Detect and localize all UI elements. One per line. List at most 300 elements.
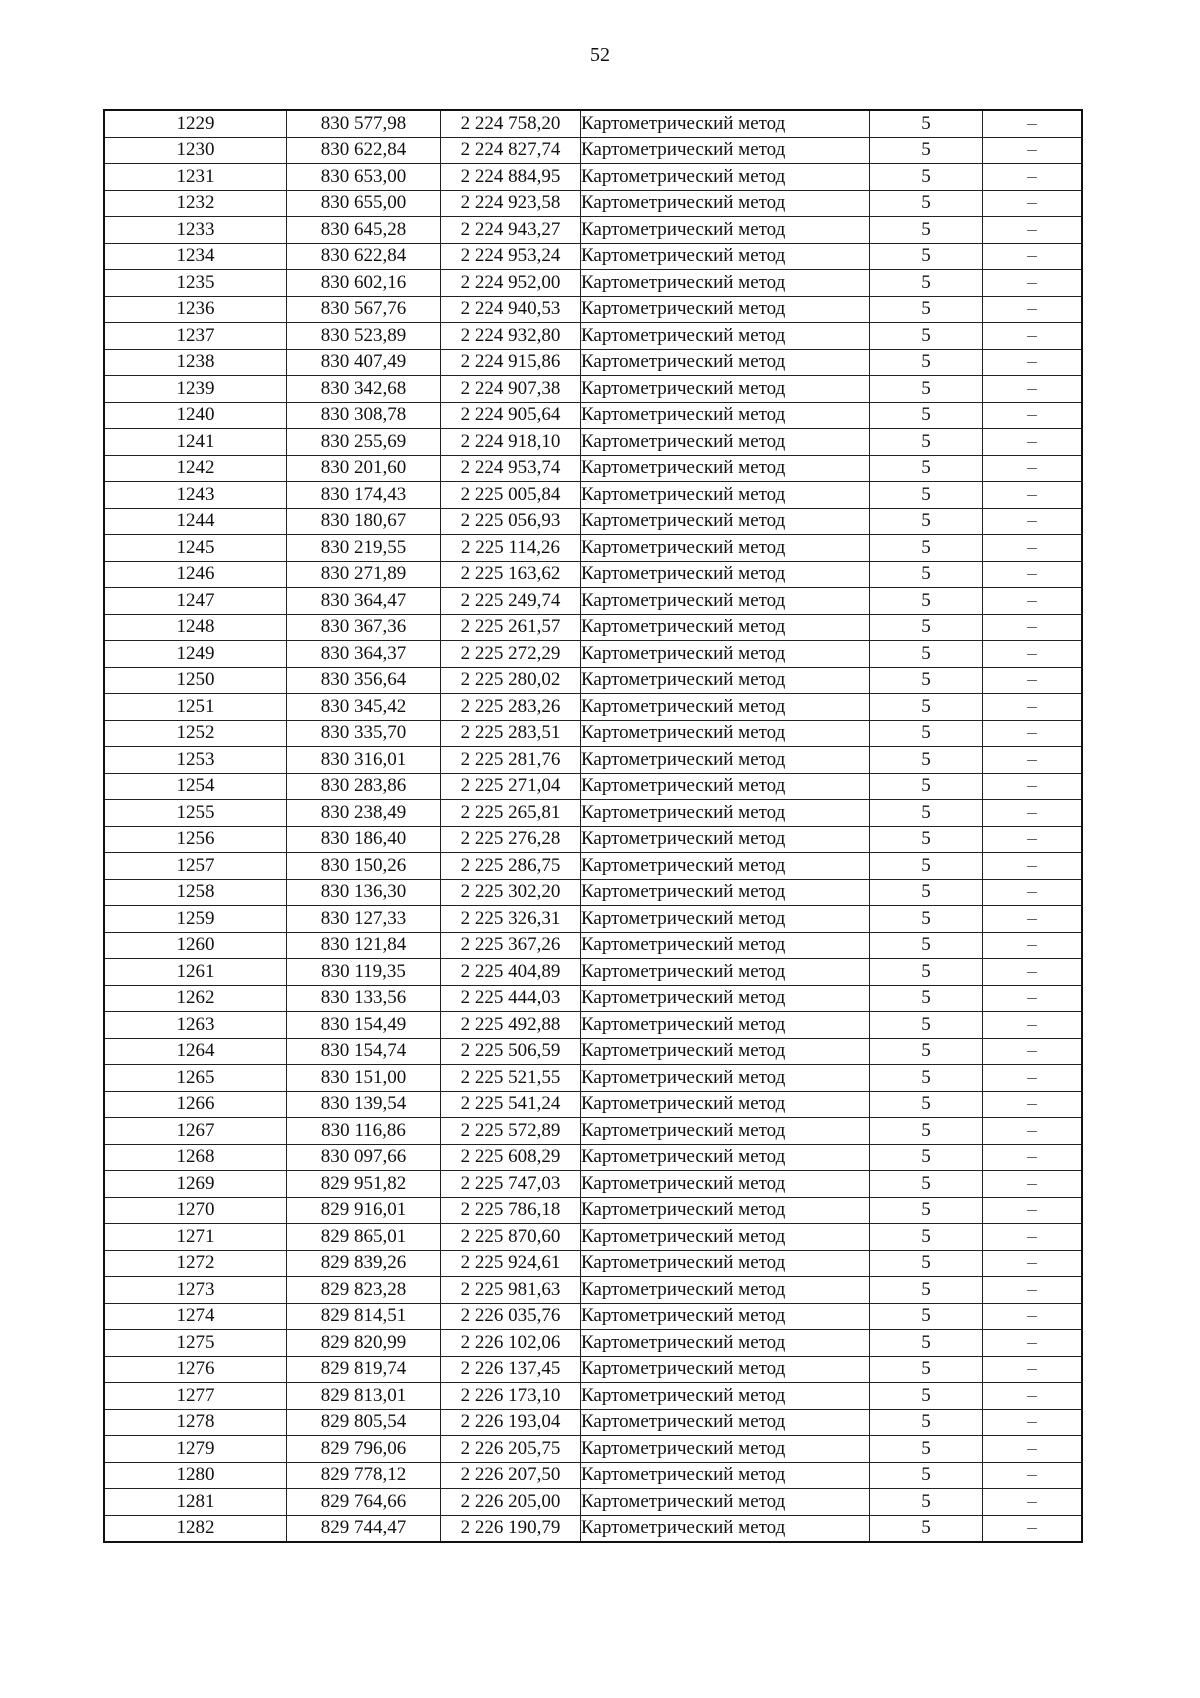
x-coordinate-cell: 829 814,51 [287,1303,441,1330]
description-cell: – [983,667,1083,694]
method-cell: Картометрический метод [581,1250,870,1277]
method-cell: Картометрический метод [581,959,870,986]
accuracy-cell: 5 [870,1224,983,1251]
y-coordinate-cell: 2 225 286,75 [441,853,581,880]
x-coordinate-cell: 830 645,28 [287,217,441,244]
accuracy-cell: 5 [870,1118,983,1145]
x-coordinate-cell: 830 139,54 [287,1091,441,1118]
page-number: 52 [590,44,610,66]
x-coordinate-cell: 830 602,16 [287,270,441,297]
y-coordinate-cell: 2 225 404,89 [441,959,581,986]
accuracy-cell: 5 [870,137,983,164]
x-coordinate-cell: 830 119,35 [287,959,441,986]
y-coordinate-cell: 2 225 572,89 [441,1118,581,1145]
method-cell: Картометрический метод [581,296,870,323]
y-coordinate-cell: 2 224 827,74 [441,137,581,164]
description-cell: – [983,217,1083,244]
accuracy-cell: 5 [870,1356,983,1383]
x-coordinate-cell: 829 916,01 [287,1197,441,1224]
description-cell: – [983,190,1083,217]
accuracy-cell: 5 [870,1038,983,1065]
x-coordinate-cell: 829 823,28 [287,1277,441,1304]
table-row [104,800,1082,827]
accuracy-cell: 5 [870,641,983,668]
point-number-cell: 1260 [104,932,287,959]
y-coordinate-cell: 2 225 786,18 [441,1197,581,1224]
table-row [104,217,1082,244]
x-coordinate-cell: 830 255,69 [287,429,441,456]
table-row [104,879,1082,906]
table-row [104,1171,1082,1198]
description-cell: – [983,588,1083,615]
point-number-cell: 1259 [104,906,287,933]
accuracy-cell: 5 [870,270,983,297]
description-cell: – [983,1197,1083,1224]
point-number-cell: 1244 [104,508,287,535]
description-cell: – [983,720,1083,747]
x-coordinate-cell: 830 407,49 [287,349,441,376]
x-coordinate-cell: 830 154,74 [287,1038,441,1065]
x-coordinate-cell: 830 150,26 [287,853,441,880]
method-cell: Картометрический метод [581,243,870,270]
method-cell: Картометрический метод [581,906,870,933]
point-number-cell: 1266 [104,1091,287,1118]
description-cell: – [983,1171,1083,1198]
method-cell: Картометрический метод [581,402,870,429]
point-number-cell: 1264 [104,1038,287,1065]
point-number-cell: 1275 [104,1330,287,1357]
accuracy-cell: 5 [870,376,983,403]
method-cell: Картометрический метод [581,800,870,827]
x-coordinate-cell: 830 219,55 [287,535,441,562]
point-number-cell: 1263 [104,1012,287,1039]
y-coordinate-cell: 2 225 541,24 [441,1091,581,1118]
description-cell: – [983,1012,1083,1039]
accuracy-cell: 5 [870,1144,983,1171]
method-cell: Картометрический метод [581,667,870,694]
y-coordinate-cell: 2 224 915,86 [441,349,581,376]
point-number-cell: 1245 [104,535,287,562]
y-coordinate-cell: 2 226 137,45 [441,1356,581,1383]
table-row [104,1489,1082,1516]
table-row [104,535,1082,562]
y-coordinate-cell: 2 225 924,61 [441,1250,581,1277]
method-cell: Картометрический метод [581,323,870,350]
point-number-cell: 1240 [104,402,287,429]
y-coordinate-cell: 2 226 207,50 [441,1462,581,1489]
x-coordinate-cell: 829 805,54 [287,1409,441,1436]
y-coordinate-cell: 2 224 923,58 [441,190,581,217]
point-number-cell: 1246 [104,561,287,588]
point-number-cell: 1257 [104,853,287,880]
method-cell: Картометрический метод [581,137,870,164]
method-cell: Картометрический метод [581,985,870,1012]
accuracy-cell: 5 [870,588,983,615]
table-row [104,137,1082,164]
accuracy-cell: 5 [870,1197,983,1224]
point-number-cell: 1251 [104,694,287,721]
point-number-cell: 1270 [104,1197,287,1224]
point-number-cell: 1241 [104,429,287,456]
accuracy-cell: 5 [870,535,983,562]
y-coordinate-cell: 2 224 918,10 [441,429,581,456]
description-cell: – [983,1462,1083,1489]
description-cell: – [983,826,1083,853]
method-cell: Картометрический метод [581,1277,870,1304]
y-coordinate-cell: 2 225 271,04 [441,773,581,800]
y-coordinate-cell: 2 225 870,60 [441,1224,581,1251]
point-number-cell: 1238 [104,349,287,376]
method-cell: Картометрический метод [581,1091,870,1118]
point-number-cell: 1265 [104,1065,287,1092]
coordinates-table [103,109,1083,1543]
method-cell: Картометрический метод [581,1065,870,1092]
description-cell: – [983,323,1083,350]
point-number-cell: 1243 [104,482,287,509]
x-coordinate-cell: 830 180,67 [287,508,441,535]
point-number-cell: 1267 [104,1118,287,1145]
method-cell: Картометрический метод [581,190,870,217]
description-cell: – [983,694,1083,721]
description-cell: – [983,376,1083,403]
y-coordinate-cell: 2 224 943,27 [441,217,581,244]
point-number-cell: 1280 [104,1462,287,1489]
accuracy-cell: 5 [870,1436,983,1463]
accuracy-cell: 5 [870,349,983,376]
method-cell: Картометрический метод [581,720,870,747]
method-cell: Картометрический метод [581,1383,870,1410]
table-row [104,508,1082,535]
method-cell: Картометрический метод [581,561,870,588]
method-cell: Картометрический метод [581,429,870,456]
description-cell: – [983,1065,1083,1092]
table-row [104,482,1082,509]
method-cell: Картометрический метод [581,349,870,376]
point-number-cell: 1271 [104,1224,287,1251]
description-cell: – [983,853,1083,880]
table-row [104,932,1082,959]
accuracy-cell: 5 [870,243,983,270]
x-coordinate-cell: 829 951,82 [287,1171,441,1198]
y-coordinate-cell: 2 225 521,55 [441,1065,581,1092]
accuracy-cell: 5 [870,694,983,721]
table-row [104,243,1082,270]
description-cell: – [983,1436,1083,1463]
y-coordinate-cell: 2 225 506,59 [441,1038,581,1065]
description-cell: – [983,1515,1083,1542]
point-number-cell: 1249 [104,641,287,668]
accuracy-cell: 5 [870,1303,983,1330]
description-cell: – [983,349,1083,376]
y-coordinate-cell: 2 224 932,80 [441,323,581,350]
accuracy-cell: 5 [870,720,983,747]
table-row [104,1277,1082,1304]
y-coordinate-cell: 2 225 444,03 [441,985,581,1012]
y-coordinate-cell: 2 225 056,93 [441,508,581,535]
point-number-cell: 1230 [104,137,287,164]
point-number-cell: 1269 [104,1171,287,1198]
point-number-cell: 1282 [104,1515,287,1542]
method-cell: Картометрический метод [581,270,870,297]
description-cell: – [983,482,1083,509]
table-row [104,906,1082,933]
point-number-cell: 1234 [104,243,287,270]
point-number-cell: 1252 [104,720,287,747]
accuracy-cell: 5 [870,800,983,827]
method-cell: Картометрический метод [581,1330,870,1357]
x-coordinate-cell: 830 097,66 [287,1144,441,1171]
point-number-cell: 1255 [104,800,287,827]
accuracy-cell: 5 [870,217,983,244]
description-cell: – [983,1303,1083,1330]
description-cell: – [983,1356,1083,1383]
method-cell: Картометрический метод [581,217,870,244]
x-coordinate-cell: 830 201,60 [287,455,441,482]
point-number-cell: 1258 [104,879,287,906]
accuracy-cell: 5 [870,1383,983,1410]
y-coordinate-cell: 2 224 758,20 [441,110,581,137]
method-cell: Картометрический метод [581,1038,870,1065]
x-coordinate-cell: 830 127,33 [287,906,441,933]
x-coordinate-cell: 830 116,86 [287,1118,441,1145]
accuracy-cell: 5 [870,455,983,482]
table-row [104,853,1082,880]
point-number-cell: 1231 [104,164,287,191]
table-row [104,985,1082,1012]
y-coordinate-cell: 2 226 205,75 [441,1436,581,1463]
description-cell: – [983,959,1083,986]
method-cell: Картометрический метод [581,1224,870,1251]
y-coordinate-cell: 2 226 173,10 [441,1383,581,1410]
method-cell: Картометрический метод [581,376,870,403]
description-cell: – [983,932,1083,959]
description-cell: – [983,1330,1083,1357]
method-cell: Картометрический метод [581,1436,870,1463]
description-cell: – [983,561,1083,588]
method-cell: Картометрический метод [581,773,870,800]
x-coordinate-cell: 830 523,89 [287,323,441,350]
point-number-cell: 1268 [104,1144,287,1171]
accuracy-cell: 5 [870,1250,983,1277]
point-number-cell: 1274 [104,1303,287,1330]
table-row [104,747,1082,774]
table-row [104,614,1082,641]
y-coordinate-cell: 2 224 884,95 [441,164,581,191]
description-cell: – [983,614,1083,641]
method-cell: Картометрический метод [581,1356,870,1383]
x-coordinate-cell: 830 622,84 [287,137,441,164]
accuracy-cell: 5 [870,561,983,588]
method-cell: Картометрический метод [581,164,870,191]
point-number-cell: 1248 [104,614,287,641]
y-coordinate-cell: 2 225 163,62 [441,561,581,588]
y-coordinate-cell: 2 225 492,88 [441,1012,581,1039]
accuracy-cell: 5 [870,826,983,853]
table-row [104,959,1082,986]
method-cell: Картометрический метод [581,879,870,906]
table-row [104,561,1082,588]
accuracy-cell: 5 [870,296,983,323]
table-row [104,667,1082,694]
method-cell: Картометрический метод [581,1303,870,1330]
x-coordinate-cell: 829 813,01 [287,1383,441,1410]
method-cell: Картометрический метод [581,641,870,668]
x-coordinate-cell: 830 308,78 [287,402,441,429]
table-row [104,1224,1082,1251]
y-coordinate-cell: 2 224 907,38 [441,376,581,403]
accuracy-cell: 5 [870,932,983,959]
accuracy-cell: 5 [870,773,983,800]
table-row [104,164,1082,191]
point-number-cell: 1256 [104,826,287,853]
table-row [104,1038,1082,1065]
description-cell: – [983,747,1083,774]
y-coordinate-cell: 2 225 981,63 [441,1277,581,1304]
table-row [104,1515,1082,1542]
table-row [104,1065,1082,1092]
table-row [104,376,1082,403]
accuracy-cell: 5 [870,1489,983,1516]
accuracy-cell: 5 [870,1462,983,1489]
x-coordinate-cell: 830 283,86 [287,773,441,800]
description-cell: – [983,1383,1083,1410]
table-row [104,641,1082,668]
method-cell: Картометрический метод [581,1197,870,1224]
method-cell: Картометрический метод [581,588,870,615]
x-coordinate-cell: 830 174,43 [287,482,441,509]
point-number-cell: 1254 [104,773,287,800]
x-coordinate-cell: 829 796,06 [287,1436,441,1463]
x-coordinate-cell: 830 364,37 [287,641,441,668]
x-coordinate-cell: 830 367,36 [287,614,441,641]
accuracy-cell: 5 [870,1012,983,1039]
description-cell: – [983,110,1083,137]
description-cell: – [983,1038,1083,1065]
description-cell: – [983,879,1083,906]
table-row [104,826,1082,853]
description-cell: – [983,270,1083,297]
table-row [104,1436,1082,1463]
x-coordinate-cell: 830 655,00 [287,190,441,217]
description-cell: – [983,1409,1083,1436]
y-coordinate-cell: 2 224 952,00 [441,270,581,297]
method-cell: Картометрический метод [581,110,870,137]
y-coordinate-cell: 2 226 193,04 [441,1409,581,1436]
x-coordinate-cell: 830 356,64 [287,667,441,694]
table-row [104,455,1082,482]
accuracy-cell: 5 [870,508,983,535]
accuracy-cell: 5 [870,1409,983,1436]
point-number-cell: 1239 [104,376,287,403]
y-coordinate-cell: 2 225 747,03 [441,1171,581,1198]
point-number-cell: 1253 [104,747,287,774]
description-cell: – [983,1277,1083,1304]
method-cell: Картометрический метод [581,1012,870,1039]
method-cell: Картометрический метод [581,1462,870,1489]
description-cell: – [983,137,1083,164]
point-number-cell: 1279 [104,1436,287,1463]
y-coordinate-cell: 2 224 905,64 [441,402,581,429]
description-cell: – [983,243,1083,270]
accuracy-cell: 5 [870,853,983,880]
y-coordinate-cell: 2 224 953,24 [441,243,581,270]
x-coordinate-cell: 830 154,49 [287,1012,441,1039]
table-row [104,270,1082,297]
table-row [104,296,1082,323]
method-cell: Картометрический метод [581,694,870,721]
method-cell: Картометрический метод [581,1144,870,1171]
y-coordinate-cell: 2 225 276,28 [441,826,581,853]
x-coordinate-cell: 829 865,01 [287,1224,441,1251]
table-row [104,323,1082,350]
table-row [104,773,1082,800]
accuracy-cell: 5 [870,906,983,933]
y-coordinate-cell: 2 225 367,26 [441,932,581,959]
description-cell: – [983,1489,1083,1516]
x-coordinate-cell: 830 567,76 [287,296,441,323]
table-row [104,190,1082,217]
table-row [104,1356,1082,1383]
accuracy-cell: 5 [870,402,983,429]
method-cell: Картометрический метод [581,1515,870,1542]
table-row [104,110,1082,137]
accuracy-cell: 5 [870,1065,983,1092]
method-cell: Картометрический метод [581,826,870,853]
point-number-cell: 1242 [104,455,287,482]
y-coordinate-cell: 2 225 281,76 [441,747,581,774]
accuracy-cell: 5 [870,164,983,191]
point-number-cell: 1229 [104,110,287,137]
accuracy-cell: 5 [870,482,983,509]
description-cell: – [983,535,1083,562]
table-row [104,720,1082,747]
x-coordinate-cell: 830 238,49 [287,800,441,827]
point-number-cell: 1235 [104,270,287,297]
description-cell: – [983,1118,1083,1145]
point-number-cell: 1278 [104,1409,287,1436]
accuracy-cell: 5 [870,985,983,1012]
x-coordinate-cell: 830 622,84 [287,243,441,270]
y-coordinate-cell: 2 224 953,74 [441,455,581,482]
x-coordinate-cell: 830 577,98 [287,110,441,137]
method-cell: Картометрический метод [581,1171,870,1198]
description-cell: – [983,1224,1083,1251]
x-coordinate-cell: 830 151,00 [287,1065,441,1092]
y-coordinate-cell: 2 225 608,29 [441,1144,581,1171]
x-coordinate-cell: 830 186,40 [287,826,441,853]
x-coordinate-cell: 829 764,66 [287,1489,441,1516]
table-row [104,1118,1082,1145]
y-coordinate-cell: 2 225 326,31 [441,906,581,933]
x-coordinate-cell: 829 819,74 [287,1356,441,1383]
accuracy-cell: 5 [870,614,983,641]
accuracy-cell: 5 [870,323,983,350]
x-coordinate-cell: 829 839,26 [287,1250,441,1277]
y-coordinate-cell: 2 225 005,84 [441,482,581,509]
description-cell: – [983,906,1083,933]
y-coordinate-cell: 2 225 261,57 [441,614,581,641]
table-row [104,1012,1082,1039]
y-coordinate-cell: 2 225 272,29 [441,641,581,668]
x-coordinate-cell: 830 133,56 [287,985,441,1012]
y-coordinate-cell: 2 225 265,81 [441,800,581,827]
point-number-cell: 1262 [104,985,287,1012]
description-cell: – [983,164,1083,191]
description-cell: – [983,1250,1083,1277]
method-cell: Картометрический метод [581,1409,870,1436]
accuracy-cell: 5 [870,1330,983,1357]
point-number-cell: 1277 [104,1383,287,1410]
